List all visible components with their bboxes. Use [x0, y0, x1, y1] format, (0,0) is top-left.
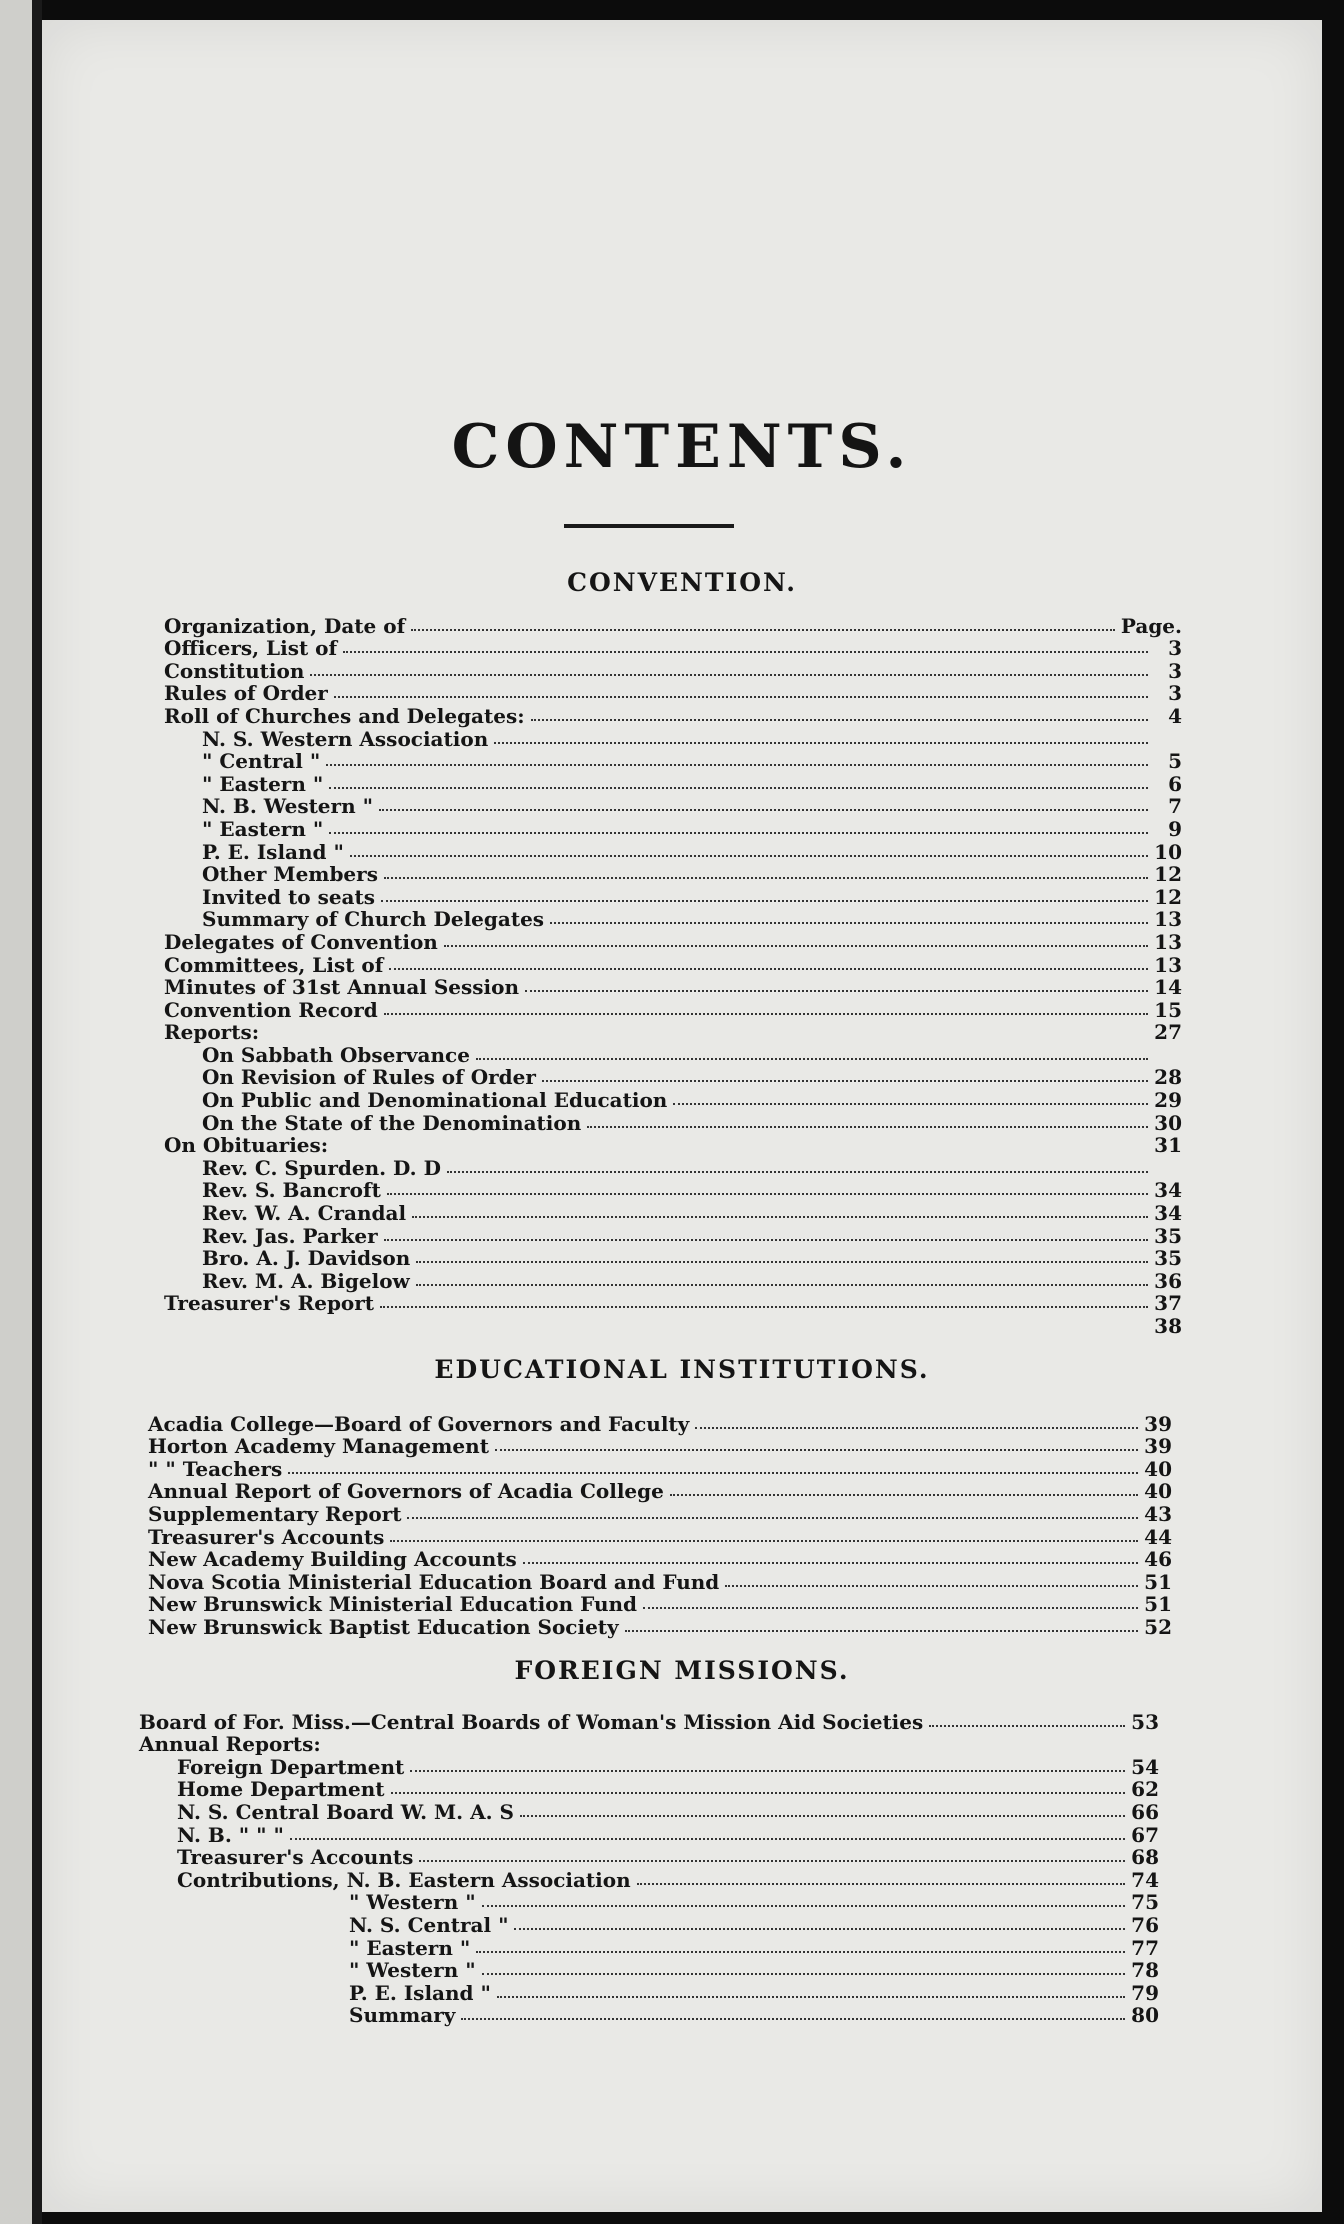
- dot-leader: [387, 1192, 1148, 1195]
- toc-entry-label: On Sabbath Observance: [202, 1042, 470, 1067]
- toc-entry: [148, 1525, 1172, 1548]
- toc-entry-label: " " Teachers: [148, 1456, 283, 1481]
- dot-leader: [416, 1283, 1148, 1286]
- toc-entry: [139, 1913, 1159, 1936]
- dot-leader: [416, 1260, 1148, 1263]
- toc-entry-label: Rev. C. Spurden. D. D: [202, 1155, 441, 1180]
- toc-entry-page: 80: [1131, 2003, 1159, 2028]
- toc-entry: [164, 727, 1182, 750]
- toc-entry-label: Acadia College—Board of Governors and Faculty: [148, 1411, 690, 1436]
- toc-entry: [164, 682, 1182, 705]
- toc-entry: [148, 1412, 1172, 1435]
- dot-leader: [350, 854, 1148, 857]
- dot-leader: [587, 1125, 1148, 1128]
- toc-entry-label: Nova Scotia Ministerial Education Board and Fund: [148, 1569, 720, 1594]
- toc-entry-page: 13: [1154, 952, 1182, 977]
- toc-entry-page: 31: [1154, 1133, 1182, 1158]
- toc-entry-page: 34: [1154, 1178, 1182, 1203]
- toc-entry-label: Summary of Church Delegates: [202, 907, 545, 932]
- dot-leader: [476, 1950, 1125, 1953]
- toc-entry-label: Rev. Jas. Parker: [202, 1223, 378, 1248]
- toc-entry-page: 39: [1144, 1434, 1172, 1459]
- dot-leader: [542, 1079, 1148, 1082]
- toc-entry-page: 51: [1144, 1569, 1172, 1594]
- toc-entry-label: N. S. Central ": [349, 1912, 509, 1937]
- dot-leader: [389, 967, 1148, 970]
- dot-leader: [384, 1238, 1148, 1241]
- dot-leader: [412, 1215, 1148, 1218]
- dot-leader: [482, 1972, 1125, 1975]
- toc-entry-page: 78: [1131, 1958, 1159, 1983]
- dot-leader: [410, 1769, 1125, 1772]
- toc-entry-label: Rev. S. Bancroft: [202, 1178, 381, 1203]
- toc-entry: [164, 750, 1182, 773]
- dot-leader: [494, 741, 1148, 744]
- dot-leader: [695, 1426, 1138, 1429]
- toc-entry-page: 7: [1168, 794, 1182, 819]
- toc-entry-label: " Eastern ": [202, 816, 324, 841]
- toc-entry-page: 53: [1131, 1709, 1159, 1734]
- toc-entry-label: N. S. Western Association: [202, 726, 489, 751]
- dot-leader: [384, 876, 1148, 879]
- toc-entry-page: 13: [1154, 907, 1182, 932]
- toc-entry-page: 35: [1154, 1223, 1182, 1248]
- toc-entry: [164, 1201, 1182, 1224]
- toc-entry-label: New Brunswick Ministerial Education Fund: [148, 1592, 638, 1617]
- toc-entry-label: Invited to seats: [202, 884, 376, 909]
- dot-leader: [419, 1859, 1125, 1862]
- toc-entry: [164, 1111, 1182, 1134]
- dot-leader: [523, 1561, 1138, 1564]
- toc-entry: [148, 1548, 1172, 1571]
- toc-entry-page: 29: [1154, 1088, 1182, 1113]
- toc-entry: [164, 976, 1182, 999]
- dot-leader: [725, 1584, 1138, 1587]
- toc-entry-label: Rules of Order: [164, 681, 328, 706]
- toc-entry-label: Contributions, N. B. Eastern Association: [177, 1867, 631, 1892]
- toc-entry-page: 66: [1131, 1799, 1159, 1824]
- title-rule: [564, 524, 734, 528]
- section-heading-convention: CONVENTION.: [567, 568, 797, 597]
- toc-entry-label: Officers, List of: [164, 636, 338, 661]
- toc-entry-page: 51: [1144, 1592, 1172, 1617]
- toc-entry-label: Foreign Department: [177, 1754, 405, 1779]
- toc-entry: [148, 1457, 1172, 1480]
- toc-entry-label: Annual Report of Governors of Acadia College: [148, 1479, 664, 1504]
- toc-entry-page: 75: [1131, 1890, 1159, 1915]
- toc-entry-label: New Brunswick Baptist Education Society: [148, 1614, 619, 1639]
- toc-entry-page: 43: [1144, 1501, 1172, 1526]
- toc-entry: [148, 1480, 1172, 1503]
- toc-entry-label: " Eastern ": [349, 1935, 471, 1960]
- toc-entry: [164, 1269, 1182, 1292]
- dot-leader: [482, 1904, 1125, 1907]
- dot-leader: [447, 1170, 1148, 1173]
- toc-entry-label: Supplementary Report: [148, 1501, 402, 1526]
- dot-leader: [390, 1539, 1138, 1542]
- toc-entry-label: Summary: [349, 2003, 456, 2028]
- toc-entry-page: 44: [1144, 1524, 1172, 1549]
- toc-entry: [139, 2004, 1159, 2027]
- toc-entry-label: New Academy Building Accounts: [148, 1547, 517, 1572]
- toc-entry: [139, 1710, 1159, 1733]
- toc-entry-page: 10: [1154, 839, 1182, 864]
- toc-entry-label: Home Department: [177, 1777, 385, 1802]
- toc-entry-label: Committees, List of: [164, 952, 384, 977]
- toc-entry: [148, 1435, 1172, 1458]
- toc-entry-page: 52: [1144, 1614, 1172, 1639]
- toc-entry-label: Annual Reports:: [139, 1732, 321, 1757]
- toc-entry-page: 79: [1131, 1980, 1159, 2005]
- toc-entry: [164, 614, 1182, 637]
- dot-leader: [326, 763, 1148, 766]
- dot-leader: [531, 718, 1148, 721]
- toc-entry-label: " Eastern ": [202, 771, 324, 796]
- toc-entry: [148, 1570, 1172, 1593]
- toc-entry-label: N. B. Western ": [202, 794, 373, 819]
- toc-entry-label: " Western ": [349, 1958, 476, 1983]
- toc-entry-label: Other Members: [202, 862, 378, 887]
- dot-leader: [444, 944, 1148, 947]
- toc-entry-page: 9: [1168, 816, 1182, 841]
- toc-entry-page: 14: [1154, 975, 1182, 1000]
- dot-leader: [550, 921, 1148, 924]
- toc-entry: [139, 1800, 1159, 1823]
- toc-entry: [164, 637, 1182, 660]
- toc-entry-page: 3: [1168, 681, 1182, 706]
- dot-leader: [407, 1516, 1138, 1519]
- dot-leader: [380, 1305, 1148, 1308]
- toc-entry-label: P. E. Island ": [349, 1980, 491, 2005]
- dot-leader: [384, 1012, 1148, 1015]
- toc-entry-page: 76: [1131, 1912, 1159, 1937]
- toc-entry-page: 36: [1154, 1268, 1182, 1293]
- toc-entry-page: 54: [1131, 1754, 1159, 1779]
- toc-entry: [139, 1755, 1159, 1778]
- toc-entry-label: Minutes of 31st Annual Session: [164, 975, 520, 1000]
- toc-entry-label: Roll of Churches and Delegates:: [164, 703, 525, 728]
- toc-entry: [164, 704, 1182, 727]
- toc-entry: [164, 1066, 1182, 1089]
- toc-entry-label: P. E. Island ": [202, 839, 344, 864]
- toc-entry-label: On the State of the Denomination: [202, 1110, 582, 1135]
- toc-entry-label: On Public and Denominational Education: [202, 1088, 668, 1113]
- toc-entry-page: 3: [1168, 636, 1182, 661]
- toc-entry-label: Convention Record: [164, 997, 378, 1022]
- toc-entry-label: Constitution: [164, 658, 305, 683]
- toc-entry: [164, 1156, 1182, 1179]
- toc-entry-page: 30: [1154, 1110, 1182, 1135]
- toc-entry: [164, 1088, 1182, 1111]
- toc-entry-page: 35: [1154, 1246, 1182, 1271]
- toc-section-convention: [164, 614, 1182, 1337]
- toc-entry-page: 3: [1168, 658, 1182, 683]
- dot-leader: [310, 673, 1148, 676]
- dot-leader: [290, 1837, 1125, 1840]
- toc-entry-label: Bro. A. J. Davidson: [202, 1246, 411, 1271]
- toc-entry-page: 12: [1154, 862, 1182, 887]
- toc-entry-page: 38: [1154, 1314, 1182, 1338]
- toc-entry: [139, 1936, 1159, 1959]
- toc-entry-page: 40: [1144, 1456, 1172, 1481]
- toc-entry: [164, 998, 1182, 1021]
- toc-entry-page: 28: [1154, 1065, 1182, 1090]
- toc-entry: [139, 1778, 1159, 1801]
- toc-section-educational: [148, 1412, 1172, 1638]
- page-column-label: Page.: [1120, 613, 1182, 638]
- toc-entry: [139, 1981, 1159, 2004]
- dot-leader: [514, 1927, 1125, 1930]
- toc-entry-page: 34: [1154, 1201, 1182, 1226]
- page-title: CONTENTS.: [451, 412, 913, 482]
- toc-entry: [139, 1959, 1159, 1982]
- dot-leader: [670, 1493, 1138, 1496]
- toc-entry-label: Rev. M. A. Bigelow: [202, 1268, 410, 1293]
- toc-entry-page: 37: [1154, 1291, 1182, 1316]
- toc-entry-label: Board of For. Miss.—Central Boards of Woman's Mission Aid Societies: [139, 1709, 924, 1734]
- toc-entry: [164, 953, 1182, 976]
- dot-leader: [625, 1629, 1138, 1632]
- toc-entry: [164, 930, 1182, 953]
- dot-leader: [329, 786, 1148, 789]
- toc-entry-label: Delegates of Convention: [164, 929, 438, 954]
- toc-entry: [148, 1593, 1172, 1616]
- toc-entry-page: 68: [1131, 1845, 1159, 1870]
- section-heading-educational: EDUCATIONAL INSTITUTIONS.: [434, 1355, 930, 1384]
- toc-entry: [139, 1733, 1159, 1756]
- dot-leader: [637, 1882, 1125, 1885]
- toc-entry: [164, 659, 1182, 682]
- toc-entry: [164, 840, 1182, 863]
- toc-entry: [164, 1179, 1182, 1202]
- dot-leader: [381, 899, 1148, 902]
- toc-entry: [164, 1292, 1182, 1315]
- toc-entry-label: N. B. " " ": [177, 1822, 284, 1847]
- dot-leader: [673, 1102, 1148, 1105]
- toc-entry-page: 4: [1168, 703, 1182, 728]
- toc-entry-label: On Obituaries:: [164, 1133, 329, 1158]
- toc-entry: [148, 1615, 1172, 1638]
- dot-leader: [929, 1724, 1125, 1727]
- toc-entry-page: 77: [1131, 1935, 1159, 1960]
- toc-entry: [139, 1891, 1159, 1914]
- dot-leader: [379, 808, 1148, 811]
- toc-entry-page: 27: [1154, 1020, 1182, 1045]
- toc-entry: [164, 885, 1182, 908]
- toc-entry-label: Treasurer's Report: [164, 1291, 375, 1316]
- toc-entry-page: 13: [1154, 929, 1182, 954]
- toc-entry-page: 40: [1144, 1479, 1172, 1504]
- toc-entry-label: N. S. Central Board W. M. A. S: [177, 1799, 514, 1824]
- dot-leader: [411, 628, 1115, 631]
- toc-entry: [164, 1043, 1182, 1066]
- toc-entry: [164, 863, 1182, 886]
- toc-entry-page: 12: [1154, 884, 1182, 909]
- dot-leader: [391, 1791, 1125, 1794]
- dot-leader: [525, 989, 1148, 992]
- toc-entry-page: 74: [1131, 1867, 1159, 1892]
- toc-entry: [164, 1314, 1182, 1337]
- dot-leader: [495, 1448, 1138, 1451]
- toc-entry-label: Rev. W. A. Crandal: [202, 1201, 407, 1226]
- toc-entry-label: " Western ": [349, 1890, 476, 1915]
- dot-leader: [288, 1471, 1138, 1474]
- toc-entry-label: Reports:: [164, 1020, 260, 1045]
- toc-entry: [164, 795, 1182, 818]
- section-heading-foreign: FOREIGN MISSIONS.: [514, 1656, 850, 1685]
- toc-entry-label: On Revision of Rules of Order: [202, 1065, 536, 1090]
- toc-entry-label: Treasurer's Accounts: [177, 1845, 414, 1870]
- toc-entry: [164, 908, 1182, 931]
- toc-entry: [139, 1868, 1159, 1891]
- dot-leader: [461, 2017, 1125, 2020]
- dot-leader: [334, 695, 1148, 698]
- dot-leader: [476, 1057, 1148, 1060]
- toc-entry: [164, 1247, 1182, 1270]
- toc-entry-page: 15: [1154, 997, 1182, 1022]
- toc-entry-label: Treasurer's Accounts: [148, 1524, 385, 1549]
- toc-entry-label: Organization, Date of: [164, 613, 406, 638]
- toc-entry-page: 39: [1144, 1411, 1172, 1436]
- toc-entry: [139, 1846, 1159, 1869]
- toc-entry-page: 6: [1168, 771, 1182, 796]
- toc-entry-page: 62: [1131, 1777, 1159, 1802]
- document-page: [42, 20, 1322, 2212]
- toc-entry-page: 67: [1131, 1822, 1159, 1847]
- toc-entry-page: 46: [1144, 1547, 1172, 1572]
- toc-entry: [164, 1134, 1182, 1157]
- toc-entry: [164, 1021, 1182, 1044]
- toc-entry: [148, 1502, 1172, 1525]
- toc-section-foreign: [139, 1710, 1159, 2026]
- dot-leader: [497, 1995, 1125, 1998]
- toc-entry: [164, 817, 1182, 840]
- toc-entry-label: " Central ": [202, 749, 321, 774]
- dot-leader: [643, 1606, 1138, 1609]
- toc-entry-label: Horton Academy Management: [148, 1434, 489, 1459]
- toc-entry: [164, 1224, 1182, 1247]
- left-page-edge: [0, 0, 42, 2224]
- toc-entry: [139, 1823, 1159, 1846]
- toc-entry-page: 5: [1168, 749, 1182, 774]
- dot-leader: [343, 650, 1148, 653]
- dot-leader: [329, 831, 1148, 834]
- toc-entry: [164, 772, 1182, 795]
- dot-leader: [520, 1814, 1125, 1817]
